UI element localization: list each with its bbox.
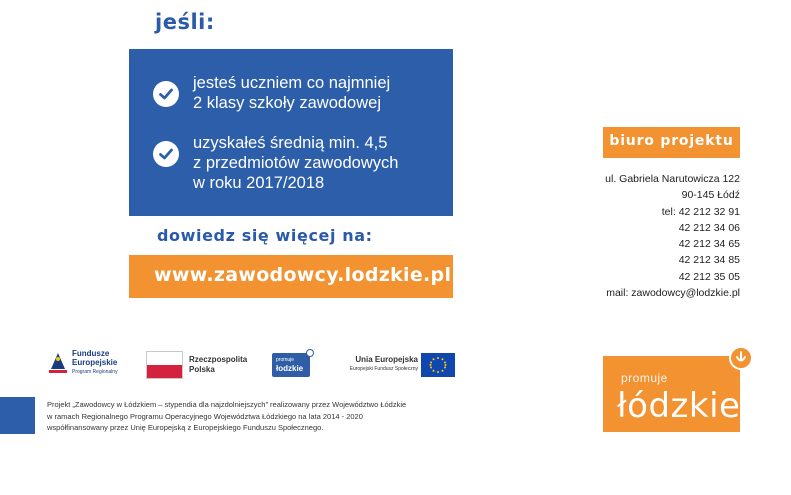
condition-item <box>153 133 443 193</box>
condition-item <box>153 73 443 113</box>
logo-text: Europejski Fundusz Społeczny <box>349 366 418 372</box>
promo-big-text: łódzkie <box>617 386 741 426</box>
office-badge-label: biuro projektu <box>609 133 734 149</box>
logo-text: Polska <box>189 365 215 374</box>
logo-text: Rzeczpospolita <box>189 355 248 364</box>
conditions-box <box>129 49 453 216</box>
logo-promuje-lodzkie <box>603 356 740 432</box>
logo-text: Europejskie <box>72 358 118 367</box>
office-badge <box>603 127 740 158</box>
check-icon <box>153 141 179 167</box>
logo-text: łodzkie <box>276 364 304 373</box>
website-link[interactable] <box>129 255 453 298</box>
logo-rzeczpospolita <box>146 351 256 379</box>
phone-line: 42 212 35 05 <box>678 270 740 283</box>
logo-promuje-lodzkie-small <box>272 353 310 377</box>
logo-text: Fundusze <box>72 349 110 358</box>
condition-line: 2 klasy szkoły zawodowej <box>193 94 381 112</box>
project-note <box>47 399 467 434</box>
promo-small-text: promuje <box>621 371 668 385</box>
phone-line: 42 212 34 65 <box>678 238 740 251</box>
learn-more-label: dowiedz się więcej na: <box>157 226 373 245</box>
website-url[interactable]: www.zawodowcy.lodzkie.pl <box>154 264 452 286</box>
check-icon <box>153 81 179 107</box>
phone-line: tel: 42 212 32 91 <box>661 205 740 218</box>
condition-line: uzyskałeś średnią min. 4,5 <box>193 134 388 152</box>
email-line[interactable]: mail: zawodowcy@lodzkie.pl <box>606 287 740 300</box>
logo-text: Program Regionalny <box>72 369 118 375</box>
promo-badge-icon <box>729 346 753 370</box>
project-note-line: współfinansowany przez Unię Europejską z Europejskiego Funduszu Społecznego. <box>47 423 324 433</box>
project-note-line: Projekt „Zawodowcy w Łódzkiem – stypendia dla najzdolniejszych” realizowany przez Województwo Łódzkie <box>47 400 407 409</box>
condition-line: jesteś uczniem co najmniej <box>193 74 391 92</box>
logo-unia-europejska <box>345 353 455 381</box>
logo-fundusze-europejskie <box>45 347 127 381</box>
logo-text: Unia Europejska <box>355 355 418 364</box>
condition-line: w roku 2017/2018 <box>193 174 325 192</box>
heading-if: jeśli: <box>155 10 215 34</box>
address-line: ul. Gabriela Narutowicza 122 <box>605 173 740 185</box>
fe-stars-icon <box>47 349 69 377</box>
phone-line: 42 212 34 85 <box>678 254 740 267</box>
eu-flag-icon <box>421 353 455 377</box>
logo-badge-icon <box>306 349 314 357</box>
funding-logos-strip <box>45 347 455 381</box>
address-line: 90-145 Łódź <box>681 189 740 202</box>
logo-text: promuje <box>276 357 295 363</box>
poland-flag-icon <box>146 351 183 379</box>
phone-line: 42 212 34 06 <box>678 221 740 234</box>
blue-accent-block <box>0 397 35 434</box>
condition-line: z przedmiotów zawodowych <box>193 154 399 172</box>
project-note-line: w ramach Regionalnego Programu Operacyjnego Województwa Łódzkiego na lata 2014 - 2020 <box>47 411 363 421</box>
contact-info <box>605 171 740 301</box>
